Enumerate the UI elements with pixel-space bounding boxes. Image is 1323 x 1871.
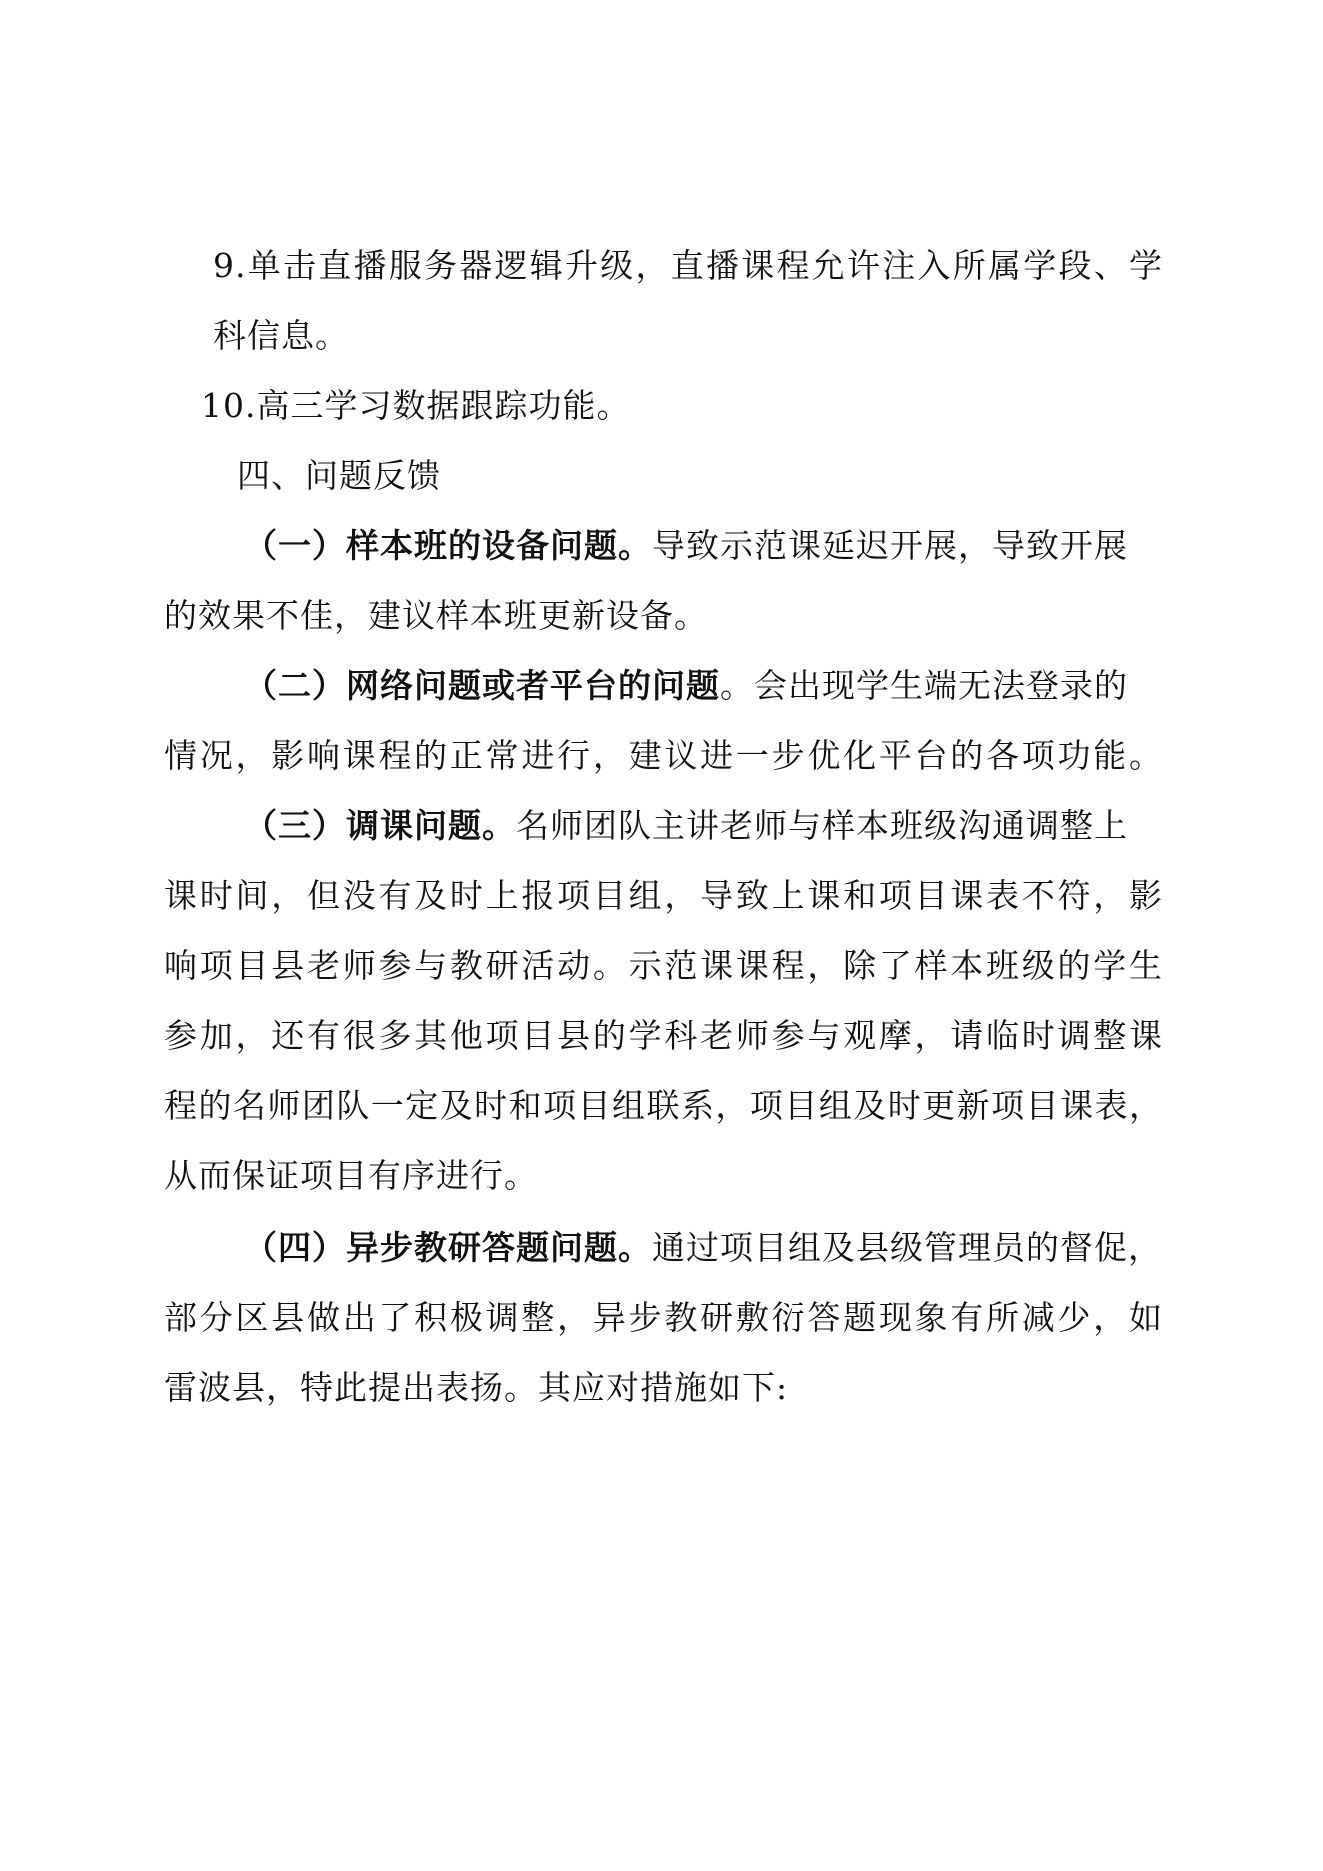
paragraph-2-line-1 xyxy=(244,666,1163,706)
paragraph-1-text: 导致示范课延迟开展，导致开展 xyxy=(652,526,1128,565)
paragraph-2-text: 。会出现学生端无法登录的 xyxy=(720,666,1128,705)
paragraph-3-line-4: 参加，还有很多其他项目县的学科老师参与观摩，请临时调整课 xyxy=(164,1016,1163,1055)
paragraph-3-text: 名师团队主讲老师与样本班级沟通调整上 xyxy=(516,806,1128,845)
paragraph-3-line-6: 从而保证项目有序进行。 xyxy=(164,1156,538,1195)
paragraph-2-line-2: 情况，影响课程的正常进行，建议进一步优化平台的各项功能。 xyxy=(164,736,1163,775)
paragraph-4-heading: （四）异步教研答题问题。 xyxy=(244,1228,652,1267)
item-9-line-1: 9.单击直播服务器逻辑升级，直播课程允许注入所属学段、学 xyxy=(213,246,1163,285)
paragraph-1-line-2: 的效果不佳，建议样本班更新设备。 xyxy=(164,596,708,635)
item-9-line-2: 科信息。 xyxy=(213,316,349,355)
item-10: 10.高三学习数据跟踪功能。 xyxy=(201,386,631,425)
paragraph-3-line-5: 程的名师团队一定及时和项目组联系，项目组及时更新项目课表， xyxy=(164,1086,1163,1125)
paragraph-4-line-3: 雷波县，特此提出表扬。其应对措施如下: xyxy=(164,1368,789,1407)
paragraph-1-heading: （一）样本班的设备问题。 xyxy=(244,526,652,565)
paragraph-3-heading: （三）调课问题。 xyxy=(244,806,516,845)
paragraph-3-line-2: 课时间，但没有及时上报项目组，导致上课和项目课表不符，影 xyxy=(164,876,1163,915)
paragraph-2-heading: （二）网络问题或者平台的问题 xyxy=(244,666,720,705)
paragraph-3-line-1 xyxy=(244,806,1163,846)
section-heading: 四、问题反馈 xyxy=(237,456,441,495)
paragraph-4-line-1 xyxy=(244,1228,1163,1268)
paragraph-4-text: 通过项目组及县级管理员的督促， xyxy=(652,1228,1162,1267)
paragraph-3-line-3: 响项目县老师参与教研活动。示范课课程，除了样本班级的学生 xyxy=(164,946,1163,985)
paragraph-4-line-2: 部分区县做出了积极调整，异步教研敷衍答题现象有所减少，如 xyxy=(164,1298,1163,1337)
paragraph-1-line-1 xyxy=(244,526,1163,566)
